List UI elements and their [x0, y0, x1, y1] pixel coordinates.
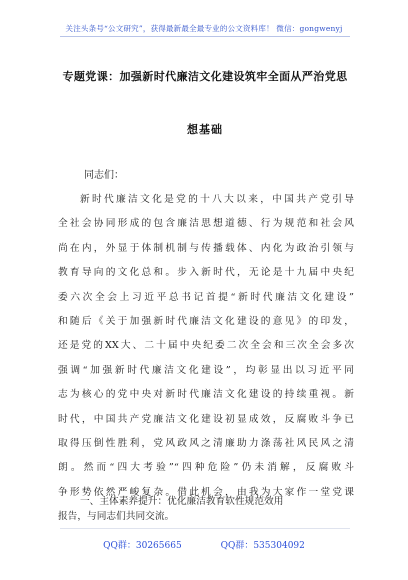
header-banner: 关注头条号“公文研究”，获得最新最全最专业的公文资料库！ 微信：gongwenyj [65, 24, 343, 33]
body-line: 志为核心的党中央对新时代廉洁文化建设的持续重视。新 [58, 389, 354, 401]
body-line: 取得压倒性胜利，党风政风之清廉助力涤荡社风民风之清 [58, 437, 354, 449]
body-line: 还是党的XX大、二十届中央纪委二次全会和三次全会多次 [58, 340, 354, 352]
body-line: 报告，与同志们共同交流。 [58, 511, 175, 523]
document-title-line-2: 想基础 [187, 123, 223, 136]
body-line: 强调“加强新时代廉洁文化建设”，均彰显出以习近平同 [58, 364, 354, 376]
body-line: 和随后《关于加强新时代廉洁文化建设的意见》的印发， [58, 315, 354, 327]
header-divider [60, 36, 350, 37]
body-line: 尚在内，外显于体制机制与传播载体、内化为政治引领与 [58, 242, 354, 254]
body-paragraph [58, 188, 354, 529]
body-line: 时代，中国共产党廉洁文化建设初显成效，反腐败斗争已 [58, 413, 354, 425]
qq-group-right: QQ群：535304092 [220, 541, 305, 551]
body-line: 朗。然而“四大考验”“四种危险”仍未消解，反腐败斗 [58, 462, 354, 474]
body-line: 全社会协同形成的包含廉洁思想道德、行为规范和社会风 [58, 218, 354, 230]
section-heading: 一、主体素养提升：优化廉洁教育软性规范效用 [80, 496, 284, 507]
document-title-line-1: 专题党课：加强新时代廉洁文化建设筑牢全面从严治党思 [62, 70, 348, 83]
body-line: 教育导向的文化总和。步入新时代，无论是十九届中央纪 [58, 267, 354, 279]
qq-group-left: QQ群：30265665 [103, 541, 182, 551]
footer-divider [60, 528, 350, 529]
body-line: 争形势依然严峻复杂。借此机会，由我为大家作一堂党课 [58, 486, 354, 498]
salutation: 同志们： [84, 170, 124, 181]
body-line: 委六次全会上习近平总书记首提“新时代廉洁文化建设” [58, 291, 354, 303]
footer-contacts [0, 538, 408, 551]
body-line: 新时代廉洁文化是党的十八大以来，中国共产党引导 [80, 194, 354, 205]
